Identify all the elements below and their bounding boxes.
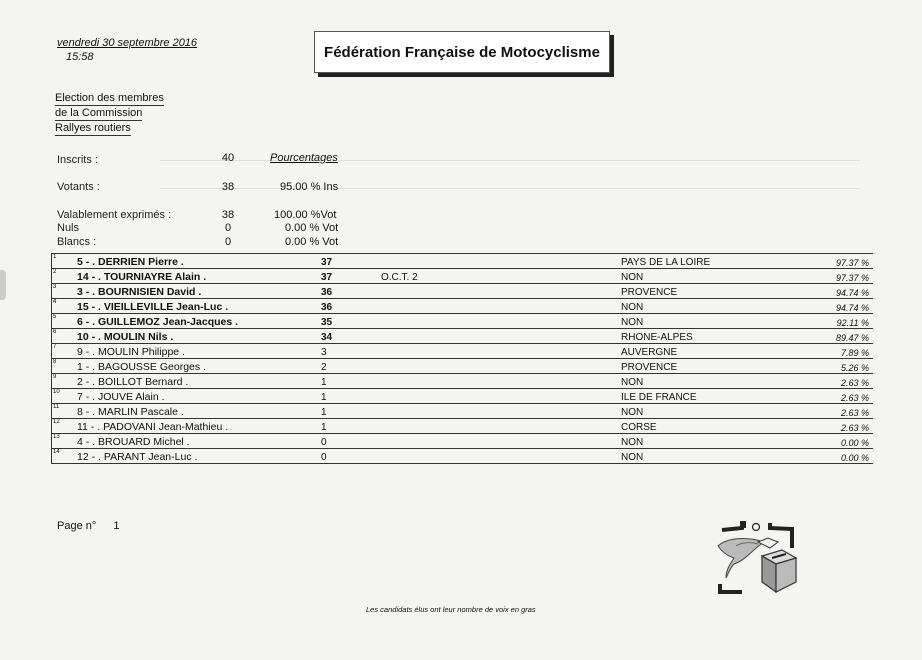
election-title-line3: Rallyes routiers xyxy=(55,122,131,134)
vote-count: 1 xyxy=(321,419,381,434)
vote-percentage: 94.74 % xyxy=(811,299,873,314)
nuls-label: Nuls xyxy=(57,222,80,234)
candidate-name: 8 - . MARLIN Pascale . xyxy=(63,404,321,419)
table-row xyxy=(52,374,874,389)
candidate-name: 4 - . BROUARD Michel . xyxy=(63,434,321,449)
exprimes-value: 38 xyxy=(221,209,235,221)
rank-number: 2 xyxy=(52,269,64,284)
table-row xyxy=(52,404,874,419)
rank-number: 10 xyxy=(52,389,64,404)
candidate-name: 15 - . VIEILLEVILLE Jean-Luc . xyxy=(63,299,321,314)
votants-pct: 95.00 % Ins xyxy=(280,181,339,193)
region-name: NON xyxy=(621,269,811,284)
candidate-name: 7 - . JOUVE Alain . xyxy=(63,389,321,404)
region-name: NON xyxy=(621,299,811,314)
votants-label: Votants : xyxy=(57,181,100,193)
list-name: O.C.T. 2 xyxy=(381,269,621,284)
inscrits-value: 40 xyxy=(221,152,235,164)
table-row xyxy=(52,329,874,344)
list-name xyxy=(381,449,621,464)
table-row xyxy=(52,269,874,284)
candidate-name: 1 - . BAGOUSSE Georges . xyxy=(63,359,321,374)
page-label: Page n° xyxy=(57,520,97,532)
list-name xyxy=(381,434,621,449)
list-name xyxy=(381,254,621,269)
rank-number: 8 xyxy=(52,359,64,374)
list-name xyxy=(381,314,621,329)
region-name: PAYS DE LA LOIRE xyxy=(621,254,811,269)
vote-percentage: 97.37 % xyxy=(811,254,873,269)
blancs-pct: 0.00 % Vot xyxy=(285,236,339,248)
table-row xyxy=(52,344,874,359)
rank-number: 14 xyxy=(52,449,64,464)
vote-percentage: 2.63 % xyxy=(811,404,873,419)
divider xyxy=(160,188,860,189)
region-name: NON xyxy=(621,434,811,449)
region-name: ILE DE FRANCE xyxy=(621,389,811,404)
rank-number: 5 xyxy=(52,314,64,329)
vote-percentage: 0.00 % xyxy=(811,449,873,464)
vote-count: 1 xyxy=(321,389,381,404)
list-name xyxy=(381,374,621,389)
report-date: vendredi 30 septembre 2016 xyxy=(57,37,198,49)
table-row xyxy=(52,389,874,404)
table-row xyxy=(52,299,874,314)
table-row xyxy=(52,284,874,299)
list-name xyxy=(381,389,621,404)
table-row xyxy=(52,434,874,449)
vote-count: 36 xyxy=(321,284,381,299)
region-name: NON xyxy=(621,404,811,419)
candidate-name: 14 - . TOURNIAYRE Alain . xyxy=(63,269,321,284)
candidate-name: 9 - . MOULIN Philippe . xyxy=(63,344,321,359)
vote-percentage: 2.63 % xyxy=(811,419,873,434)
list-name xyxy=(381,359,621,374)
exprimes-label: Valablement exprimés : xyxy=(57,209,172,221)
vote-count: 36 xyxy=(321,299,381,314)
list-name xyxy=(381,299,621,314)
list-name xyxy=(381,329,621,344)
candidate-name: 12 - . PARANT Jean-Luc . xyxy=(63,449,321,464)
vote-count: 0 xyxy=(321,449,381,464)
scan-edge xyxy=(0,270,6,300)
region-name: NON xyxy=(621,449,811,464)
table-row xyxy=(52,314,874,329)
vote-count: 0 xyxy=(321,434,381,449)
nuls-pct: 0.00 % Vot xyxy=(285,222,339,234)
ballot-box-dove-logo-icon xyxy=(712,520,798,600)
region-name: CORSE xyxy=(621,419,811,434)
rank-number: 13 xyxy=(52,434,64,449)
rank-number: 9 xyxy=(52,374,64,389)
election-title-line2: de la Commission xyxy=(55,107,143,119)
vote-count: 3 xyxy=(321,344,381,359)
vote-percentage: 2.63 % xyxy=(811,389,873,404)
rank-number: 3 xyxy=(52,284,64,299)
federation-title: Fédération Française de Motocyclisme xyxy=(314,31,610,73)
region-name: NON xyxy=(621,314,811,329)
rank-number: 6 xyxy=(52,329,64,344)
rank-number: 4 xyxy=(52,299,64,314)
page-indicator xyxy=(57,520,119,532)
list-name xyxy=(381,284,621,299)
list-name xyxy=(381,419,621,434)
candidate-name: 6 - . GUILLEMOZ Jean-Jacques . xyxy=(63,314,321,329)
list-name xyxy=(381,404,621,419)
table-row xyxy=(52,254,874,269)
vote-count: 1 xyxy=(321,374,381,389)
vote-count: 35 xyxy=(321,314,381,329)
divider xyxy=(160,160,860,161)
vote-percentage: 89.47 % xyxy=(811,329,873,344)
table-row xyxy=(52,359,874,374)
vote-count: 34 xyxy=(321,329,381,344)
vote-percentage: 7.89 % xyxy=(811,344,873,359)
election-title-line1: Election des membres xyxy=(55,92,164,104)
rank-number: 12 xyxy=(52,419,64,434)
vote-percentage: 97.37 % xyxy=(811,269,873,284)
page-number: 1 xyxy=(113,520,120,532)
candidate-name: 10 - . MOULIN Nils . xyxy=(63,329,321,344)
vote-count: 37 xyxy=(321,254,381,269)
vote-percentage: 0.00 % xyxy=(811,434,873,449)
candidate-name: 11 - . PADOVANI Jean-Mathieu . xyxy=(63,419,321,434)
candidate-name: 5 - . DERRIEN Pierre . xyxy=(63,254,321,269)
percentages-header: Pourcentages xyxy=(270,152,338,164)
vote-count: 1 xyxy=(321,404,381,419)
list-name xyxy=(381,344,621,359)
blancs-label: Blancs : xyxy=(57,236,97,248)
region-name: PROVENCE xyxy=(621,359,811,374)
report-time: 15:58 xyxy=(66,51,94,63)
vote-percentage: 92.11 % xyxy=(811,314,873,329)
results-table xyxy=(51,253,873,464)
region-name: RHONE-ALPES xyxy=(621,329,811,344)
table-row xyxy=(52,419,874,434)
candidate-name: 3 - . BOURNISIEN David . xyxy=(63,284,321,299)
vote-percentage: 2.63 % xyxy=(811,374,873,389)
nuls-value: 0 xyxy=(224,222,232,234)
candidate-name: 2 - . BOILLOT Bernard . xyxy=(63,374,321,389)
elected-note: Les candidats élus ont leur nombre de voix en gras xyxy=(366,605,536,614)
rank-number: 1 xyxy=(52,254,64,269)
blancs-value: 0 xyxy=(224,236,232,248)
rank-number: 7 xyxy=(52,344,64,359)
exprimes-pct: 100.00 %Vot xyxy=(274,209,337,221)
vote-percentage: 94.74 % xyxy=(811,284,873,299)
region-name: NON xyxy=(621,374,811,389)
rank-number: 11 xyxy=(52,404,64,419)
vote-percentage: 5.26 % xyxy=(811,359,873,374)
vote-count: 2 xyxy=(321,359,381,374)
region-name: AUVERGNE xyxy=(621,344,811,359)
vote-count: 37 xyxy=(321,269,381,284)
votants-value: 38 xyxy=(221,181,235,193)
region-name: PROVENCE xyxy=(621,284,811,299)
table-row xyxy=(52,449,874,464)
inscrits-label: Inscrits : xyxy=(57,154,98,166)
